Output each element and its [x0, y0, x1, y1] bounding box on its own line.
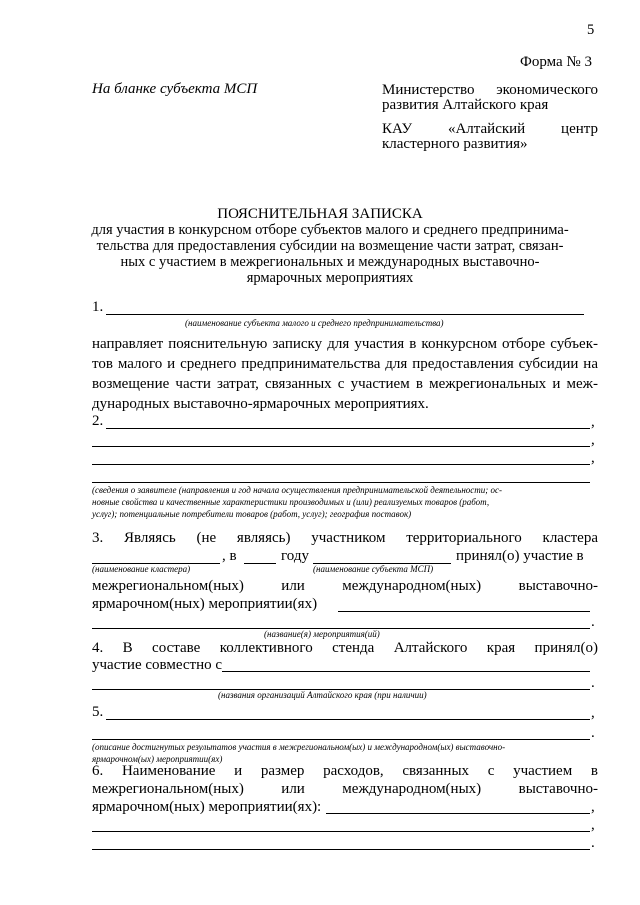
- section-6-line3: ярмарочном(ных) мероприятии(ях):: [92, 799, 322, 815]
- form-label: Форма № 3: [520, 54, 592, 70]
- subtitle-line: тельства для предоставления субсидии на возмещение части затрат, связан-: [96, 238, 564, 254]
- comma: ,: [591, 705, 595, 721]
- section-4-line2: участие совместно с: [92, 657, 223, 673]
- addressee-kau-line2: кластерного развития»: [382, 136, 528, 152]
- section-6-line1: 6. Наименование и размер расходов, связанных с участием в: [92, 763, 598, 779]
- period: .: [591, 725, 595, 741]
- event-name-hint: (название(я) мероприятия(ий): [264, 629, 380, 639]
- expenses-field[interactable]: [326, 813, 590, 814]
- section-2-input-line[interactable]: [92, 482, 590, 483]
- section-3-line4: ярмарочном(ных) мероприятии(ях): [92, 596, 318, 612]
- section-2-number: 2.: [92, 413, 104, 429]
- subtitle-line: ярмарочных мероприятиях: [246, 270, 414, 286]
- page-number: 5: [587, 22, 595, 38]
- comma: ,: [591, 799, 595, 815]
- period: .: [591, 614, 595, 630]
- section-5-hint: [92, 741, 505, 765]
- comma: ,: [591, 432, 595, 448]
- section-4-line1: 4. В составе коллективного стенда Алтайского края принял(о): [92, 640, 598, 656]
- event-name-field[interactable]: [338, 611, 590, 612]
- letterhead-note: На бланке субъекта МСП: [92, 81, 258, 97]
- subtitle-line: ных с участием в межрегиональных и международных выставочно-: [120, 254, 540, 270]
- period: .: [591, 835, 595, 851]
- addressee-kau-line1: КАУ «Алтайский центр: [382, 121, 598, 137]
- section-5-number: 5.: [92, 704, 104, 720]
- section-1-number: 1.: [92, 299, 104, 315]
- section-3-line3: межрегиональном(ных) или международном(ных) выставочно-: [92, 578, 598, 594]
- period: .: [591, 675, 595, 691]
- section-3-line1: 3. Являясь (не являясь) участником территориального кластера: [92, 530, 598, 546]
- addressee-ministry-line2: развития Алтайского края: [382, 97, 549, 113]
- section-5-hint-line: ярмарочном(ых) мероприятии(ях): [92, 754, 223, 764]
- document-title: ПОЯСНИТЕЛЬНАЯ ЗАПИСКА: [217, 206, 423, 222]
- section-1-body: [92, 334, 598, 414]
- subject-name-hint: (наименование субъекта МСП): [313, 564, 434, 574]
- organizations-hint: (названия организаций Алтайского края (при наличии): [218, 690, 427, 700]
- section-3-year-word: году: [281, 548, 309, 564]
- expenses-field[interactable]: [92, 849, 590, 850]
- section-3-took-part: принял(о) участие в: [456, 548, 584, 564]
- section-1-body-line: направляет пояснительную записку для участия в конкурсном отборе субъек-: [92, 336, 598, 352]
- section-2-hint: [92, 484, 502, 520]
- section-2-input-line[interactable]: [106, 428, 590, 429]
- subtitle-line: для участия в конкурсном отборе субъектов малого и среднего предпринима-: [91, 222, 569, 238]
- comma: ,: [591, 414, 595, 430]
- section-6-line2: межрегиональном(ных) или международном(ных) выставочно-: [92, 781, 598, 797]
- comma: ,: [591, 450, 595, 466]
- section-5-input-line[interactable]: [106, 719, 590, 720]
- section-1-input-line[interactable]: [106, 314, 584, 315]
- cluster-name-hint: (наименование кластера): [92, 564, 191, 574]
- addressee-ministry-line1: Министерство экономического: [382, 82, 598, 98]
- section-2-input-line[interactable]: [92, 464, 590, 465]
- section-1-body-line: дународных выставочно-ярмарочных мероприятиях.: [92, 396, 429, 412]
- expenses-field[interactable]: [92, 831, 590, 832]
- year-field[interactable]: [244, 563, 276, 564]
- section-3-in-word: , в: [222, 548, 237, 564]
- comma: ,: [591, 817, 595, 833]
- section-2-hint-line: новные свойства и качественные характеристики производимых и (или) реализуемых товаров (работ,: [92, 497, 490, 507]
- section-2-hint-line: услуг); потенциальные потребители товаров (работ, услуг); география поставок): [92, 509, 412, 519]
- section-2-hint-line: (сведения о заявителе (направления и год начала осуществления предпринимательской деятельности; ос-: [92, 485, 503, 495]
- section-1-body-line: тов малого и среднего предпринимательства для предоставления субсидии на: [92, 356, 598, 372]
- section-2-input-line[interactable]: [92, 446, 590, 447]
- organizations-field[interactable]: [222, 671, 590, 672]
- document-subtitle: [60, 222, 600, 286]
- section-1-hint: (наименование субъекта малого и среднего предпринимательства): [185, 318, 444, 328]
- section-5-input-line[interactable]: [92, 739, 590, 740]
- section-1-body-line: возмещение части затрат, связанных с участием в межрегиональных и меж-: [92, 376, 598, 392]
- section-5-hint-line: (описание достигнутых результатов участия в межрегиональном(ых) и международном(ых) выставочно-: [92, 742, 506, 752]
